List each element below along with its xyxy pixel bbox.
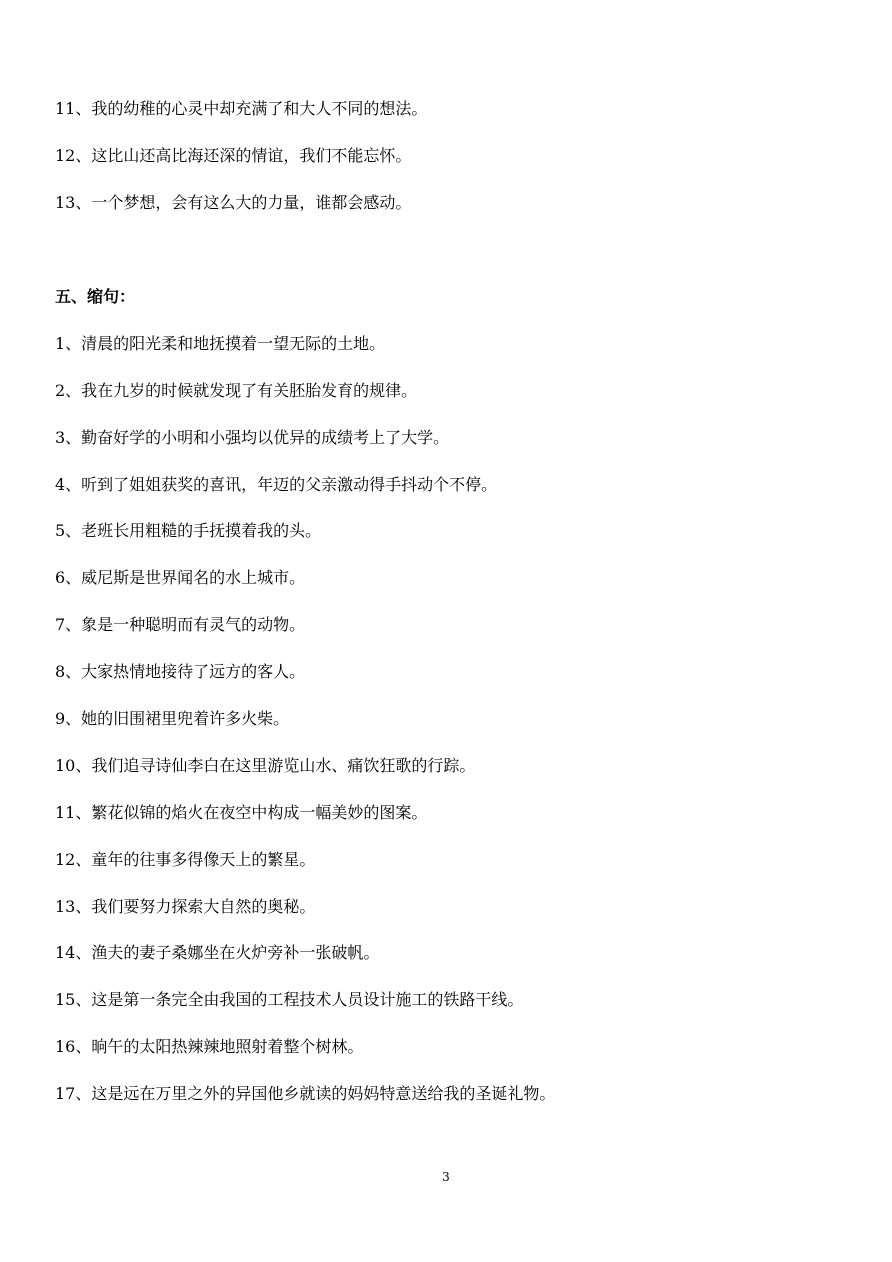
sentence-item: 12、这比山还高比海还深的情谊，我们不能忘怀。 xyxy=(55,146,412,165)
page-number: 3 xyxy=(442,1170,450,1184)
sentence-item: 11、我的幼稚的心灵中却充满了和大人不同的想法。 xyxy=(55,99,428,118)
sentence-item: 10、我们追寻诗仙李白在这里游览山水、痛饮狂歌的行踪。 xyxy=(55,756,476,775)
sentence-item: 3、勤奋好学的小明和小强均以优异的成绩考上了大学。 xyxy=(55,428,450,447)
section-heading: 五、缩句： xyxy=(55,287,136,306)
sentence-item: 4、听到了姐姐获奖的喜讯，年迈的父亲激动得手抖动个不停。 xyxy=(55,475,498,494)
sentence-item: 13、一个梦想，会有这么大的力量，谁都会感动。 xyxy=(55,193,412,212)
sentence-item: 16、晌午的太阳热辣辣地照射着整个树林。 xyxy=(55,1037,364,1056)
sentence-item: 14、渔夫的妻子桑娜坐在火炉旁补一张破帆。 xyxy=(55,943,380,962)
sentence-item: 9、她的旧围裙里兜着许多火柴。 xyxy=(55,709,290,728)
sentence-item: 8、大家热情地接待了远方的客人。 xyxy=(55,662,306,681)
sentence-item: 6、威尼斯是世界闻名的水上城市。 xyxy=(55,568,306,587)
sentence-item: 13、我们要努力探索大自然的奥秘。 xyxy=(55,897,316,916)
sentence-item: 17、这是远在万里之外的异国他乡就读的妈妈特意送给我的圣诞礼物。 xyxy=(55,1084,556,1103)
sentence-item: 5、老班长用粗糙的手抚摸着我的头。 xyxy=(55,521,322,540)
sentence-item: 15、这是第一条完全由我国的工程技术人员设计施工的铁路干线。 xyxy=(55,990,524,1009)
sentence-item: 11、繁花似锦的焰火在夜空中构成一幅美妙的图案。 xyxy=(55,803,428,822)
sentence-item: 1、清晨的阳光柔和地抚摸着一望无际的土地。 xyxy=(55,334,386,353)
sentence-item: 12、童年的往事多得像天上的繁星。 xyxy=(55,850,316,869)
sentence-item: 7、象是一种聪明而有灵气的动物。 xyxy=(55,615,306,634)
sentence-item: 2、我在九岁的时候就发现了有关胚胎发育的规律。 xyxy=(55,381,418,400)
